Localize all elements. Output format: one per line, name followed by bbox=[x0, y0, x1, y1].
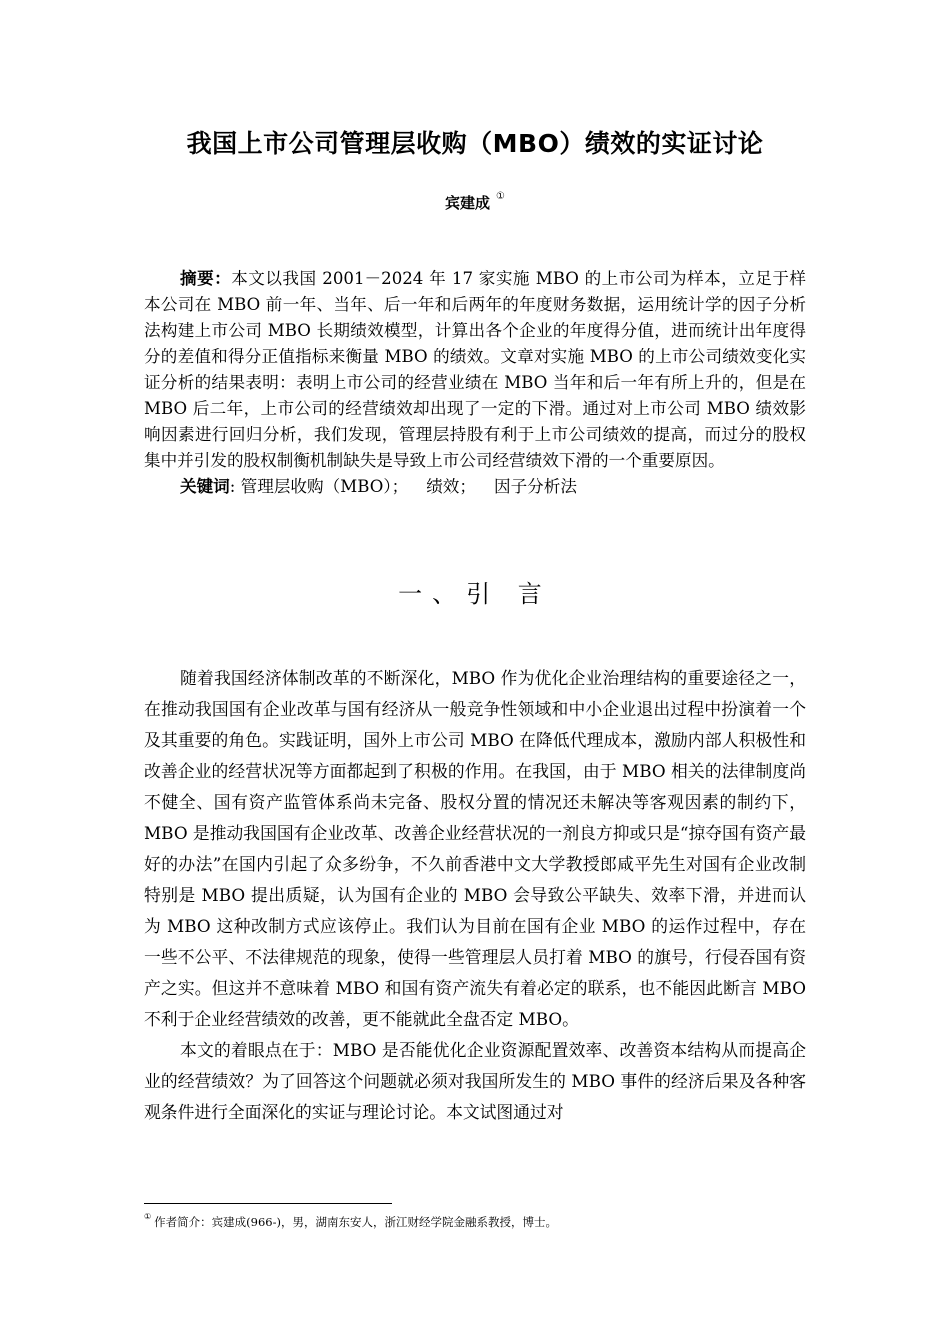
body-text bbox=[144, 663, 806, 1128]
footnote-mark: ① bbox=[144, 1212, 152, 1221]
author-name: 宾建成 bbox=[445, 194, 491, 212]
body-paragraph: 随着我国经济体制改革的不断深化，MBO 作为优化企业治理结构的重要途径之一，在推动我国国有企业改革与国有经济从一般竞争性领域和中小企业退出过程中扮演着一个及其重要的角色。实践证明，国外上市公司 MBO 在降低代理成本，激励内部人积极性和改善企业的经营状况等方面都起到了积极的作用。在我国，由于 MBO 相关的法律制度尚不健全、国有资产监管体系尚未完备、股权分置的情况还未解决等客观因素的制约下，MBO 是推动我国国有企业改革、改善企业经营状况的一剂良方抑或只是“掠夺国有资产最好的办法”在国内引起了众多纷争，不久前香港中文大学教授郎咸平先生对国有企业改制特别是 MBO 提出质疑，认为国有企业的 MBO 会导致公平缺失、效率下滑，并进而认为 MBO 这种改制方式应该停止。我们认为目前在国有企业 MBO 的运作过程中，存在一些不公平、不法律规范的现象，使得一些管理层人员打着 MBO 的旗号，行侵吞国有资产之实。但这并不意味着 MBO 和国有资产流失有着必定的联系，也不能因此断言 MBO 不利于企业经营绩效的改善，更不能就此全盘否定 MBO。 bbox=[144, 668, 806, 1029]
author-footnote-mark[interactable]: ① bbox=[496, 191, 505, 202]
abstract-paragraph bbox=[144, 266, 806, 474]
paper-title: 我国上市公司管理层收购（MBO）绩效的实证讨论 bbox=[186, 129, 764, 158]
abstract-label: 摘要： bbox=[180, 269, 232, 288]
keyword-item: 因子分析法 bbox=[493, 477, 577, 496]
keyword-item: 绩效； bbox=[426, 477, 476, 496]
keywords-label: 关键词 bbox=[180, 477, 230, 496]
footnote-divider bbox=[144, 1203, 392, 1204]
abstract-block bbox=[144, 266, 806, 500]
body-paragraph: 本文的着眼点在于：MBO 是否能优化企业资源配置效率、改善资本结构从而提高企业的经营绩效？为了回答这个问题就必须对我国所发生的 MBO 事件的经济后果及各种客观条件进行全面深化的实证与理论讨论。本文试图通过对 bbox=[144, 1040, 806, 1122]
keywords-colon: : bbox=[229, 477, 236, 496]
section-heading: 一、引 言 bbox=[398, 580, 552, 608]
keyword-item: 管理层收购（MBO）； bbox=[240, 477, 409, 496]
abstract-text: 本文以我国 2001－2024 年 17 家实施 MBO 的上市公司为样本，立足于样本公司在 MBO 前一年、当年、后一年和后两年的年度财务数据，运用统计学的因子分析法构建上市公司 MBO 长期绩效模型，计算出各个企业的年度得分值，进而统计出年度得分的差值和得分正值指标来衡量 MBO 的绩效。文章对实施 MBO 的上市公司绩效变化实证分析的结果表明：表明上市公司的经营业绩在 MBO 当年和后一年有所上升的，但是在 MBO 后二年，上市公司的经营绩效却出现了一定的下滑。通过对上市公司 MBO 绩效影响因素进行回归分析，我们发现，管理层持股有利于上市公司绩效的提高，而过分的股权集中并引发的股权制衡机制缺失是导致上市公司经营绩效下滑的一个重要原因。 bbox=[144, 269, 807, 470]
author-line bbox=[0, 192, 950, 213]
keywords-line bbox=[144, 474, 806, 500]
footnote-text: 作者简介：宾建成(966-)，男，湖南东安人，浙江财经学院金融系教授，博士。 bbox=[154, 1214, 557, 1229]
footnote bbox=[144, 1210, 806, 1231]
